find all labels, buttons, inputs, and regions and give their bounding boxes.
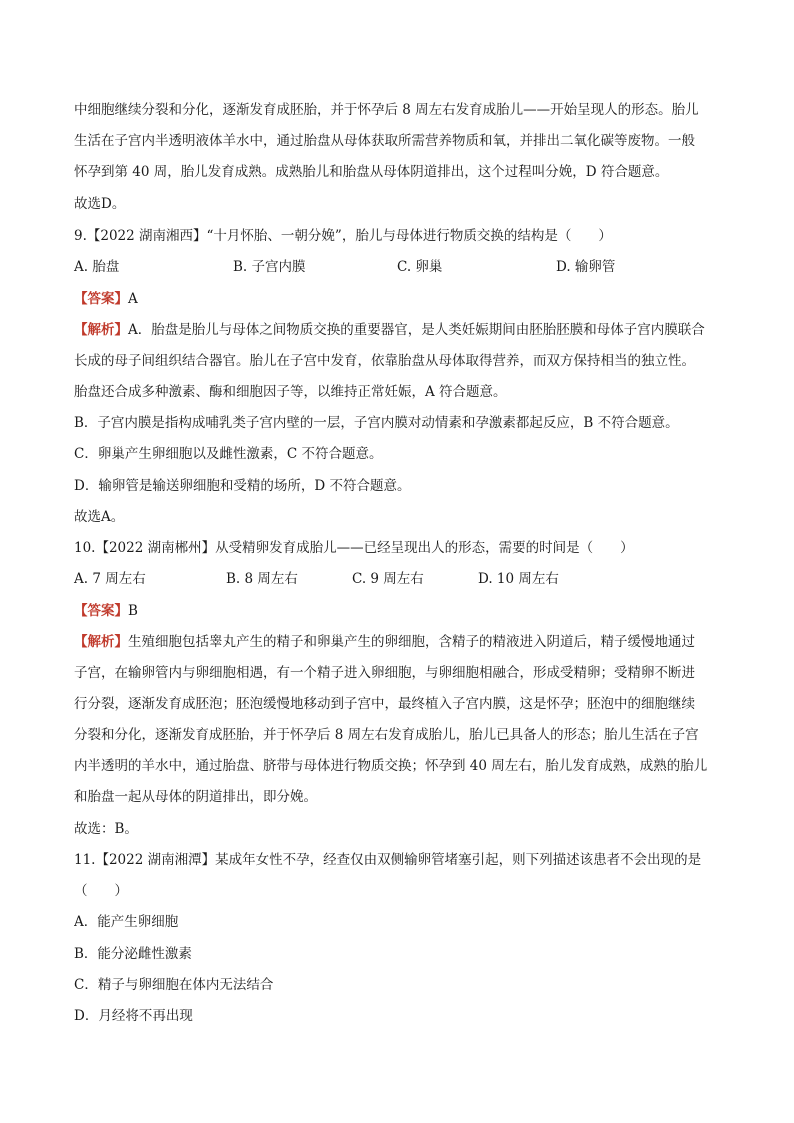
- q10-explanation-line: 内半透明的羊水中，通过胎盘、脐带与母体进行物质交换；怀孕到 40 周左右，胎儿发育成熟，成熟的胎儿: [74, 758, 708, 774]
- text-line: 中细胞继续分裂和分化，逐渐发育成胚胎，并于怀孕后 8 周左右发育成胎儿——开始呈现人的形态。胎儿: [74, 102, 699, 118]
- q9-explanation-line: [74, 320, 724, 340]
- q11-option-b: B．能分泌雌性激素: [74, 946, 192, 962]
- answer-label: 【答案】: [74, 603, 128, 619]
- q9-explanation-line: C．卵巢产生卵细胞以及雌性激素，C 不符合题意。: [74, 446, 383, 462]
- q9-explanation-line: D．输卵管是输送卵细胞和受精的场所，D 不符合题意。: [74, 478, 411, 494]
- q9-option-a: A. 胎盘: [74, 259, 120, 275]
- q11-option-a: A．能产生卵细胞: [74, 914, 179, 930]
- explanation-label: 【解析】: [74, 322, 128, 338]
- q10-explanation-line: [74, 632, 724, 652]
- q10-option-b: B. 8 周左右: [226, 571, 298, 587]
- explanation-text: A．胎盘是胎儿与母体之间物质交换的重要器官，是人类妊娠期间由胚胎胚膜和母体子宫内膜联合: [128, 322, 705, 338]
- question-9-stem: 9.【2022 湖南湘西】“十月怀胎、一朝分娩”，胎儿与母体进行物质交换的结构是（ ）: [74, 228, 612, 244]
- q11-option-c: C．精子与卵细胞在体内无法结合: [74, 977, 274, 993]
- question-10-stem: 10.【2022 湖南郴州】从受精卵发育成胎儿——已经呈现出人的形态，需要的时间是（ ）: [74, 540, 634, 556]
- q9-explanation-line: 胎盘还合成多种激素、酶和细胞因子等，以维持正常妊娠，A 符合题意。: [74, 384, 507, 400]
- q9-conclusion: 故选A。: [74, 509, 125, 525]
- question-11-stem-bracket: （ ）: [74, 883, 128, 899]
- q10-explanation-line: 行分裂，逐渐发育成胚泡；胚泡缓慢地移动到子宫中，最终植入子宫内膜，这是怀孕；胚泡中的细胞继续: [74, 696, 695, 712]
- q9-option-c: C. 卵巢: [397, 259, 443, 275]
- text-line: 生活在子宫内半透明液体羊水中，通过胎盘从母体获取所需营养物质和氧，并排出二氧化碳等废物。一般: [74, 133, 695, 149]
- q10-conclusion: 故选：B。: [74, 821, 138, 837]
- q10-explanation-line: 和胎盘一起从母体的阴道排出，即分娩。: [74, 789, 317, 805]
- explanation-label: 【解析】: [74, 634, 128, 650]
- q9-option-d: D. 输卵管: [556, 259, 616, 275]
- q9-option-b: B. 子宫内膜: [233, 259, 306, 275]
- text-line: 怀孕到第 40 周，胎儿发育成熟。成熟胎儿和胎盘从母体阴道排出，这个过程叫分娩，D 符合题意。: [74, 164, 669, 180]
- q10-explanation-line: 分裂和分化，逐渐发育成胚胎，并于怀孕后 8 周左右发育成胎儿，胎儿已具备人的形态；胎儿生活在子宫: [74, 727, 699, 743]
- text-line: 故选D。: [74, 196, 126, 212]
- answer-value: A: [128, 291, 138, 307]
- q11-option-d: D．月经将不再出现: [74, 1008, 193, 1024]
- q10-option-a: A. 7 周左右: [74, 571, 146, 587]
- q10-explanation-line: 子宫，在输卵管内与卵细胞相遇，有一个精子进入卵细胞，与卵细胞相融合，形成受精卵；受精卵不断进: [74, 665, 695, 681]
- q10-answer: [74, 601, 724, 621]
- q9-explanation-line: 长成的母子间组织结合器官。胎儿在子宫中发育，依靠胎盘从母体取得营养，而双方保持相当的独立性。: [74, 353, 695, 369]
- answer-label: 【答案】: [74, 291, 128, 307]
- q10-option-c: C. 9 周左右: [352, 571, 424, 587]
- answer-value: B: [128, 603, 138, 619]
- q9-answer: [74, 289, 724, 309]
- q10-option-d: D. 10 周左右: [478, 571, 559, 587]
- question-11-stem: 11.【2022 湖南湘潭】某成年女性不孕，经查仅由双侧输卵管堵塞引起，则下列描述该患者不会出现的是: [74, 852, 702, 868]
- q9-explanation-line: B．子宫内膜是指构成哺乳类子宫内壁的一层，子宫内膜对动情素和孕激素都起反应，B 不符合题意。: [74, 415, 679, 431]
- explanation-text: 生殖细胞包括睾丸产生的精子和卵巢产生的卵细胞，含精子的精液进入阴道后，精子缓慢地通过: [128, 634, 695, 650]
